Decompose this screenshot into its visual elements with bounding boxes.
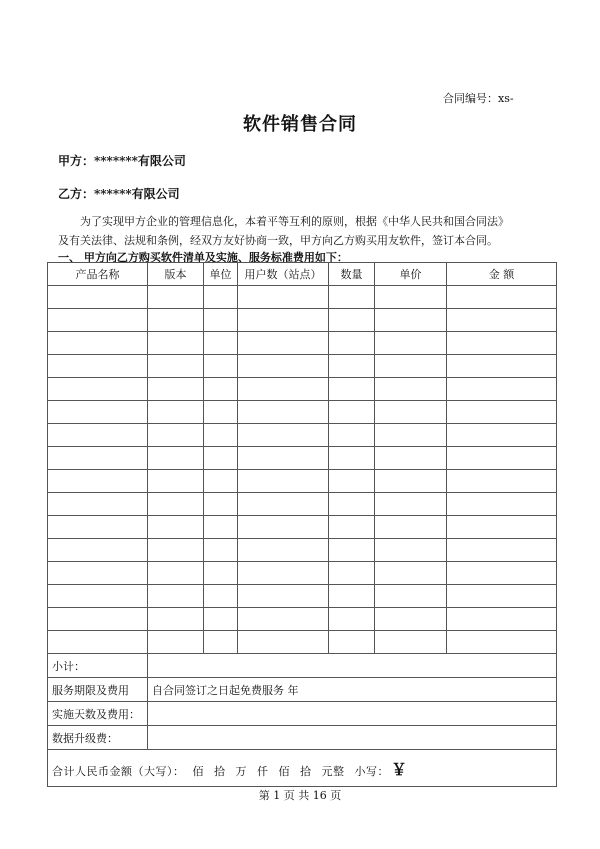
- product-cell[interactable]: [48, 401, 148, 424]
- subtotal-row: [48, 654, 557, 678]
- header-unit-price: 单价: [375, 263, 447, 286]
- product-cell[interactable]: [329, 539, 375, 562]
- upgrade-value[interactable]: [148, 726, 557, 750]
- header-unit: 单位: [204, 263, 238, 286]
- subtotal-label: 小计：: [48, 654, 148, 678]
- header-version: 版本: [148, 263, 204, 286]
- product-cell[interactable]: [375, 332, 447, 355]
- product-cell[interactable]: [375, 585, 447, 608]
- product-cell[interactable]: [375, 447, 447, 470]
- product-cell[interactable]: [148, 355, 204, 378]
- product-cell[interactable]: [447, 355, 557, 378]
- product-cell[interactable]: [48, 355, 148, 378]
- product-row: [48, 424, 557, 447]
- product-cell[interactable]: [447, 378, 557, 401]
- product-cell[interactable]: [238, 493, 329, 516]
- product-cell[interactable]: [204, 332, 238, 355]
- product-row: [48, 562, 557, 585]
- implementation-label: 实施天数及费用：: [48, 702, 148, 726]
- product-cell[interactable]: [148, 286, 204, 309]
- product-cell[interactable]: [329, 355, 375, 378]
- product-cell[interactable]: [329, 309, 375, 332]
- product-cell[interactable]: [148, 562, 204, 585]
- product-cell[interactable]: [204, 608, 238, 631]
- product-cell[interactable]: [447, 309, 557, 332]
- implementation-row: [48, 702, 557, 726]
- product-cell[interactable]: [329, 470, 375, 493]
- product-cell[interactable]: [238, 608, 329, 631]
- upgrade-label: 数据升级费：: [48, 726, 148, 750]
- product-cell[interactable]: [447, 493, 557, 516]
- total-unit: 佰: [192, 764, 204, 778]
- header-user-count: 用户数（站点）: [238, 263, 329, 286]
- product-cell[interactable]: [375, 539, 447, 562]
- product-cell[interactable]: [48, 585, 148, 608]
- product-row: [48, 378, 557, 401]
- product-cell[interactable]: [238, 401, 329, 424]
- product-cell[interactable]: [204, 493, 238, 516]
- header-quantity: 数量: [329, 263, 375, 286]
- product-row: [48, 401, 557, 424]
- product-row: [48, 585, 557, 608]
- product-cell[interactable]: [329, 516, 375, 539]
- header-amount: 金 额: [447, 263, 557, 286]
- total-unit: 拾: [300, 764, 312, 778]
- product-cell[interactable]: [204, 631, 238, 654]
- product-cell[interactable]: [447, 286, 557, 309]
- product-cell[interactable]: [329, 332, 375, 355]
- total-unit: 元整: [321, 764, 345, 778]
- product-row: [48, 470, 557, 493]
- product-cell[interactable]: [447, 470, 557, 493]
- service-label: 服务期限及费用: [48, 678, 148, 702]
- product-cell[interactable]: [375, 562, 447, 585]
- product-cell[interactable]: [148, 516, 204, 539]
- service-value[interactable]: 自合同签订之日起免费服务 年: [148, 678, 557, 702]
- product-cell[interactable]: [148, 470, 204, 493]
- product-cell[interactable]: [329, 286, 375, 309]
- product-row: [48, 631, 557, 654]
- product-cell[interactable]: [204, 401, 238, 424]
- total-cell[interactable]: [48, 750, 557, 787]
- product-cell[interactable]: [238, 631, 329, 654]
- product-cell[interactable]: [447, 332, 557, 355]
- product-row: [48, 539, 557, 562]
- product-cell[interactable]: [238, 355, 329, 378]
- product-cell[interactable]: [148, 309, 204, 332]
- page-footer: 第 1 页 共 16 页: [258, 789, 342, 802]
- product-cell[interactable]: [204, 286, 238, 309]
- upgrade-row: [48, 726, 557, 750]
- product-cell[interactable]: [48, 470, 148, 493]
- product-cell[interactable]: [375, 608, 447, 631]
- product-cell[interactable]: [148, 332, 204, 355]
- product-cell[interactable]: [375, 378, 447, 401]
- product-cell[interactable]: [48, 332, 148, 355]
- product-cell[interactable]: [238, 424, 329, 447]
- product-cell[interactable]: [447, 562, 557, 585]
- product-cell[interactable]: [238, 470, 329, 493]
- product-row: [48, 286, 557, 309]
- product-cell[interactable]: [148, 493, 204, 516]
- product-cell[interactable]: [238, 378, 329, 401]
- total-unit: 万: [235, 764, 247, 778]
- product-cell[interactable]: [48, 378, 148, 401]
- product-cell[interactable]: [148, 539, 204, 562]
- total-unit: 拾: [214, 764, 226, 778]
- total-prefix: 合计人民币金额（大写）：: [52, 764, 185, 778]
- product-cell[interactable]: [238, 286, 329, 309]
- yen-sign: ￥: [391, 759, 408, 779]
- product-cell[interactable]: [238, 447, 329, 470]
- product-cell[interactable]: [204, 447, 238, 470]
- product-cell[interactable]: [204, 378, 238, 401]
- product-cell[interactable]: [238, 585, 329, 608]
- section-1-heading: 一、 甲方向乙方购买软件清单及实施、服务标准费用如下：: [58, 251, 348, 264]
- product-cell[interactable]: [447, 631, 557, 654]
- product-row: [48, 608, 557, 631]
- product-cell[interactable]: [48, 562, 148, 585]
- product-cell[interactable]: [447, 424, 557, 447]
- product-cell[interactable]: [238, 309, 329, 332]
- party-a: 甲方：*******有限公司: [58, 154, 186, 168]
- product-cell[interactable]: [48, 539, 148, 562]
- product-cell[interactable]: [447, 585, 557, 608]
- product-cell[interactable]: [148, 608, 204, 631]
- product-cell[interactable]: [204, 539, 238, 562]
- product-cell[interactable]: [329, 608, 375, 631]
- product-cell[interactable]: [375, 401, 447, 424]
- product-cell[interactable]: [447, 401, 557, 424]
- product-cell[interactable]: [329, 401, 375, 424]
- product-row: [48, 516, 557, 539]
- product-cell[interactable]: [375, 493, 447, 516]
- product-row: [48, 355, 557, 378]
- product-cell[interactable]: [238, 562, 329, 585]
- product-cell[interactable]: [329, 493, 375, 516]
- product-cell[interactable]: [48, 447, 148, 470]
- product-cell[interactable]: [204, 562, 238, 585]
- product-cell[interactable]: [238, 332, 329, 355]
- total-unit: 佰: [278, 764, 290, 778]
- product-cell[interactable]: [329, 378, 375, 401]
- product-cell[interactable]: [329, 585, 375, 608]
- product-cell[interactable]: [204, 585, 238, 608]
- product-cell[interactable]: [375, 631, 447, 654]
- product-cell[interactable]: [204, 470, 238, 493]
- intro-line-2: 及有关法律、法规和条例，经双方友好协商一致，甲方向乙方购买用友软件，签订本合同。: [58, 234, 498, 247]
- product-cell[interactable]: [329, 562, 375, 585]
- product-cell[interactable]: [238, 516, 329, 539]
- product-cell[interactable]: [48, 493, 148, 516]
- product-cell[interactable]: [48, 631, 148, 654]
- party-b: 乙方：******有限公司: [58, 187, 180, 201]
- intro-line-1: 为了实现甲方企业的管理信息化，本着平等互利的原则，根据《中华人民共和国合同法》: [80, 215, 509, 228]
- product-cell[interactable]: [375, 286, 447, 309]
- product-cell[interactable]: [48, 309, 148, 332]
- product-cell[interactable]: [204, 309, 238, 332]
- product-cell[interactable]: [329, 631, 375, 654]
- product-cell[interactable]: [204, 355, 238, 378]
- product-row: [48, 447, 557, 470]
- product-cell[interactable]: [48, 608, 148, 631]
- product-cell[interactable]: [375, 355, 447, 378]
- product-row: [48, 309, 557, 332]
- product-cell[interactable]: [148, 424, 204, 447]
- service-row: [48, 678, 557, 702]
- product-cell[interactable]: [375, 309, 447, 332]
- product-cell[interactable]: [375, 424, 447, 447]
- product-cell[interactable]: [148, 401, 204, 424]
- product-cell[interactable]: [447, 539, 557, 562]
- header-product-name: 产品名称: [48, 263, 148, 286]
- product-cell[interactable]: [238, 539, 329, 562]
- table-header-row: [48, 263, 557, 286]
- product-table: [47, 262, 557, 787]
- product-cell[interactable]: [204, 516, 238, 539]
- product-cell[interactable]: [148, 447, 204, 470]
- product-cell[interactable]: [329, 447, 375, 470]
- product-cell[interactable]: [375, 516, 447, 539]
- product-cell[interactable]: [329, 424, 375, 447]
- product-cell[interactable]: [48, 286, 148, 309]
- product-cell[interactable]: [447, 447, 557, 470]
- product-cell[interactable]: [48, 516, 148, 539]
- contract-number: 合同编号：xs-: [443, 92, 514, 105]
- intro-paragraph: [58, 212, 558, 250]
- product-cell[interactable]: [447, 608, 557, 631]
- product-cell[interactable]: [148, 585, 204, 608]
- total-row: [48, 750, 557, 787]
- product-cell[interactable]: [204, 424, 238, 447]
- product-row: [48, 332, 557, 355]
- product-row: [48, 493, 557, 516]
- total-small-label: 小写：: [354, 764, 389, 778]
- total-unit: 仟: [257, 764, 269, 778]
- subtotal-value[interactable]: [148, 654, 557, 678]
- product-cell[interactable]: [447, 516, 557, 539]
- implementation-value[interactable]: [148, 702, 557, 726]
- product-cell[interactable]: [148, 631, 204, 654]
- product-cell[interactable]: [148, 378, 204, 401]
- document-title: 软件销售合同: [243, 114, 357, 135]
- product-cell[interactable]: [48, 424, 148, 447]
- product-cell[interactable]: [375, 470, 447, 493]
